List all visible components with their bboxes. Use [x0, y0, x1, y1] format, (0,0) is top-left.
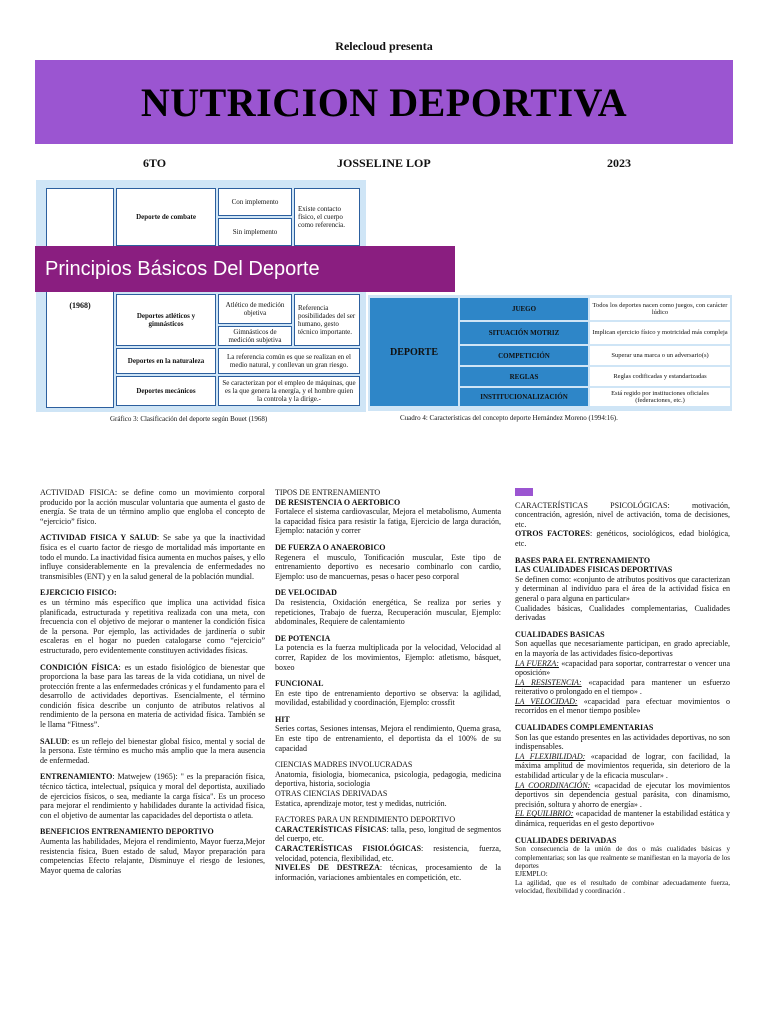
row-juego — [460, 298, 730, 320]
term: LA VELOCIDAD: — [515, 696, 578, 706]
heading: OTRAS CIENCIAS DERIVADAS — [275, 789, 388, 799]
paragraph-condicion: CONDICIÓN FÍSICA: es un estado fisiológico de bienestar que proporciona la base para las tareas de la vida cotidiana, un nivel de protección frente a las enfermedades crónicas y el fundamento para el desarrollo de actividades deportivas. Esencialmente, el término condición física describe un conjunto de atributos relativos al rendimiento de la persona en materia de actividad física. También se le llama “Fitness”. — [40, 662, 265, 730]
term: CARACTERÍSTICAS FÍSICAS — [275, 824, 387, 834]
grade-label: 6TO — [143, 156, 167, 170]
category-mechanical: Deportes mecánicos — [116, 376, 216, 406]
spine-year: (1968) — [69, 301, 91, 310]
term: SALUD — [40, 736, 68, 746]
section-factores: FACTORES PARA UN RENDIMIENTO DEPORTIVO CARACTERÍSTICAS FÍSICAS: talla, peso, longitud de segmentos del cuerpo, etc. CARACTERÍSTICAS FISIOLÓGICAS: resistencia, fuerza, velocidad, potencia, flexibilidad, etc. NIVELES DE DESTREZA: técnicas, procesamiento de la información, variaciones ambientales en competición, etc. — [275, 815, 501, 882]
row-label: JUEGO — [460, 298, 588, 320]
heading: LAS CUALIDADES FISICAS DEPORTIVAS — [515, 565, 673, 575]
row-label: REGLAS — [460, 367, 588, 386]
section-derivadas: CUALIDADES DERIVADAS Son consecuencia de la unión de dos o más cualidades básicas y complementarias; son las que realmente se manifiestan en la mayoría de los deportes EJEMPLO: La agilidad, que es el resultado de combinar adecuadamente fuerza, velocidad, flexibilidad y coordinación . — [515, 835, 730, 896]
category-combat: Deporte de combate — [116, 188, 216, 246]
section-complementarias: CUALIDADES COMPLEMENTARIAS Son las que estando presentes en las actividades deportivas, no son indispensables. LA FLEXIBILIDAD: «capacidad de lograr, con facilidad, la máxima amplitud de movimientos requerida, sin deterioro de la estabilidad articular y de la eficacia muscular» . LA COORDINACIÓN: «capacidad de ejecutar los movimientos deportivos sin dependencia gestual parásita, con dinamismo, precisión, soltura y ahorro de energía» . EL EQUILIBRIO: «capacidad de mantener la estabilidad estática y dinámica, requeridas en el gesto deportivo» — [515, 723, 731, 828]
row-text: Está regido por instituciones oficiales (federaciones, etc.) — [590, 388, 730, 406]
category-nature: Deportes en la naturaleza — [116, 348, 216, 374]
row-reglas — [460, 367, 730, 386]
section-funcional: FUNCIONAL En este tipo de entrenamiento deportivo se observa: la agilidad, movilidad, estabilidad y coordinación, Ejemplo: crossfit — [275, 679, 501, 708]
row-label: COMPETICIÓN — [460, 346, 588, 365]
term: LA FUERZA: — [515, 658, 559, 668]
note-combat: Existe contacto físico, el cuerpo como referencia. — [294, 188, 360, 246]
section-banner — [35, 246, 455, 292]
heading: DE RESISTENCIA O AERTOBICO — [275, 497, 401, 507]
heading: CUALIDADES COMPLEMENTARIAS — [515, 723, 654, 733]
heading: FACTORES PARA UN RENDIMIENTO DEPORTIVO — [275, 815, 456, 825]
paragraph-ejercicio: EJERCICIO FISICO: es un término más específico que implica una actividad física planificada, estructurada y repetitiva realizada con una meta, con frecuencia con el objetivo de mejorar o mantener la condición física de la persona. Por ejemplo, las actividades de jardinería o subir escaleras en el hogar no pueden catalogarse como “ejercicio” estructurado, pero evidentemente constituyen actividades físicas. — [40, 588, 265, 655]
figure-right-caption: Cuadro 4: Características del concepto deporte Hernández Moreno (1994:16). — [400, 414, 618, 422]
note-athletic: Referencia posibilidades del ser humano, gesto técnico importante. — [294, 294, 360, 346]
deporte-cell: DEPORTE — [370, 298, 458, 406]
row-label: SITUACIÓN MOTRIZ — [460, 322, 588, 344]
category-athletic: Deportes atléticos y gimnásticos — [116, 294, 216, 346]
paragraph-beneficios: BENEFICIOS ENTRENAMIENTO DEPORTIVO Aumenta las habilidades, Mejora el rendimiento, Mayor fuerza,Mejor resistencia física, Buen estado de salud, Mayor preparación para competencias Efecto relajante, Disminuye el riesgo de lesiones, Mayor quema de calorías — [40, 827, 265, 875]
sub-athletic-1: Atlético de medición objetiva — [218, 294, 292, 324]
term: EL EQUILIBRIO: — [515, 809, 574, 819]
section-resistencia: TIPOS DE ENTRENAMIENTO DE RESISTENCIA O AERTOBICO Fortalece el sistema cardiovascular, Mejora el metabolismo, Aumenta la capacidad física para resistir la fatiga, Ejercicio de larga duración, Ejemplo: natación y correr — [275, 488, 501, 536]
figure-left-caption: Gráfico 3: Clasificación del deporte según Bouet (1968) — [110, 415, 268, 423]
heading: CIENCIAS MADRES INVOLUCRADAS — [275, 760, 413, 770]
row-institucionalizacion — [460, 388, 730, 406]
heading: DE VELOCIDAD — [275, 588, 337, 598]
row-text: Implican ejercicio físico y motricidad más compleja — [590, 322, 730, 344]
term: CONDICIÓN FÍSICA — [40, 662, 119, 672]
paragraph-actividad-salud: ACTIVIDAD FISICA Y SALUD: Se sabe ya que la inactividad física es el cuarto factor de riesgo de mortalidad más importante en todo el mundo. La inactividad física aumenta en muchos países, y ello influye considerablemente en la prevalencia de enfermedades no transmisibles (ENT) y en la salud general de la población mundial. — [40, 533, 266, 581]
paragraph-actividad-fisica: ACTIVIDAD FISICA: se define como un movimiento corporal producido por la acción muscular voluntaria que aumenta el gasto de energía. Se trata de un término amplio que engloba el concepto de “ejercicio” físico. — [40, 488, 266, 526]
sport-characteristics-figure — [368, 295, 732, 411]
heading: CUALIDADES BASICAS — [515, 629, 605, 639]
term: LA RESISTENCIA: — [515, 677, 582, 687]
row-text: Reglas codificadas y estandarizadas — [590, 367, 730, 386]
heading: HIT — [275, 714, 290, 724]
heading: DE POTENCIA — [275, 633, 331, 643]
row-text: Superar una marca o un adversario(s) — [590, 346, 730, 365]
section-potencia: DE POTENCIA La potencia es la fuerza multiplicada por la velocidad, Velocidad al correr, Rapidez de los movimientos, Ejemplo: atletismo, básquet, boxeo — [275, 633, 501, 672]
presenter-credit: Relecloud presenta — [335, 39, 433, 53]
section-fuerza: DE FUERZA O ANAEROBICO Regenera el musculo, Tonificación muscular, Este tipo de entrenamiento deportivo es necesario combinarlo con cardio, Ejemplo: uso de mancuernas, pesas o hacer peso corporal — [275, 542, 501, 581]
row-situacion — [460, 322, 730, 344]
term: EJERCICIO FISICO: — [40, 588, 117, 598]
section-ciencias: CIENCIAS MADRES INVOLUCRADAS Anatomia, fisiologia, biomecanica, psicologia, pedagogia, medicina deportiva, historia, sociologia OTRAS CIENCIAS DERIVADAS Estatica, aprendizaje motor, test y medidas, nutrición. — [275, 760, 501, 808]
row-label: INSTITUCIONALIZACIÓN — [460, 388, 588, 406]
term: LA FLEXIBILIDAD: — [515, 751, 586, 761]
column-3 — [515, 488, 730, 903]
term: ACTIVIDAD FISICA Y SALUD — [40, 533, 157, 543]
section-bases: BASES PARA EL ENTRENAMIENTO LAS CUALIDADES FISICAS DEPORTIVAS Se definen como: «conjunto de atributos positivos que caracterizan y determinan al individuo para el área de la actividad física en general o para alguna en particular» Cualidades básicas, Cualidades complementarias, Cualidades derivadas — [515, 555, 730, 623]
author-name: JOSSELINE LOP — [337, 156, 431, 170]
term: OTROS FACTORES — [515, 529, 591, 539]
note-mechanical: Se caracterizan por el empleo de máquinas, que es la que genera la energía, y el hombre quien la controla y la dirige.- — [218, 376, 360, 406]
sub-combat-2: Sin implemento — [218, 218, 292, 246]
term: LA COORDINACIÓN: — [515, 780, 591, 790]
column-1 — [40, 488, 265, 882]
sub-combat-1: Con implemento — [218, 188, 292, 216]
paragraph-salud: SALUD: es un reflejo del bienestar global físico, mental y social de la persona. Este término es mucho más amplio que la mera ausencia de enfermedad. — [40, 736, 265, 765]
heading: CUALIDADES DERIVADAS — [515, 835, 617, 845]
bouet-classification-figure — [36, 180, 366, 412]
note-nature: La referencia común es que se realizan en el medio natural, y conllevan un gran riesgo. — [218, 348, 360, 374]
heading: FUNCIONAL — [275, 679, 324, 689]
figure-spine — [46, 188, 114, 408]
section-title: Principios Básicos Del Deporte — [45, 257, 320, 280]
term: BENEFICIOS ENTRENAMIENTO DEPORTIVO — [40, 827, 214, 837]
sub-athletic-2: Gimnásticos de medición subjetiva — [218, 326, 292, 346]
term: NIVELES DE DESTREZA — [275, 863, 380, 873]
column-2 — [275, 488, 501, 889]
term: CARACTERÍSTICAS FISIOLÓGICAS — [275, 844, 422, 853]
heading: BASES PARA EL ENTRENAMIENTO — [515, 555, 651, 565]
paragraph-entrenamiento: ENTRENAMIENTO: Matwejew (1965): " es la preparación física, técnico táctica, intelectual, psíquica y moral del deportista, auxiliado de ejercicios físicos, o sea, mediante la carga física". Es un proceso para mejorar el rendimiento y habilidades durante la actividad física, con el objetivo de aumentar las capacidades del deportista o atleta. — [40, 772, 265, 820]
section-hit: HIT Series cortas, Sesiones intensas, Mejora el rendimiento, Quema grasa, En este tipo de entrenamiento, el deportista da el 100% de su capacidad — [275, 714, 501, 753]
term: ACTIVIDAD FISICA — [40, 488, 115, 497]
section-velocidad: DE VELOCIDAD Da resistencia, Oxidación energética, Se realiza por series y repeticiones, Trabajo de fuerza, Recuperación muscular, Ejemplo: abdominales, Requiere de calentamiento — [275, 588, 501, 627]
page-title: NUTRICION DEPORTIVA — [140, 79, 628, 125]
term: CARACTERÍSTICAS PSICOLÓGICAS — [515, 500, 668, 510]
heading: DE FUERZA O ANAEROBICO — [275, 542, 386, 552]
title-banner — [35, 60, 733, 144]
section-psicologicas: CARACTERÍSTICAS PSICOLÓGICAS: motivación, concentración, agresión, nivel de activación, toma de decisiones, etc. OTROS FACTORES: genéticos, sociológicos, edad biológica, etc. — [515, 500, 730, 548]
term: ENTRENAMIENTO — [40, 772, 113, 782]
row-text: Todos los deportes nacen como juegos, con carácter lúdico — [590, 298, 730, 320]
purple-marker — [515, 488, 533, 496]
row-competicion — [460, 346, 730, 365]
heading: TIPOS DE ENTRENAMIENTO — [275, 488, 381, 497]
year-label: 2023 — [607, 156, 631, 170]
section-basicas: CUALIDADES BASICAS Son aquellas que necesariamente participan, en grado apreciable, en la mayoría de las actividades físico-deportivas LA FUERZA: «capacidad para soportar, contrarrestar o vencer una oposición» LA RESISTENCIA: «capacidad para mantener un esfuerzo reiterativo o prolongado en el tiempo» . LA VELOCIDAD: «capacidad para efectuar movimientos o recorridos en el menor tiempo posible» — [515, 629, 731, 716]
